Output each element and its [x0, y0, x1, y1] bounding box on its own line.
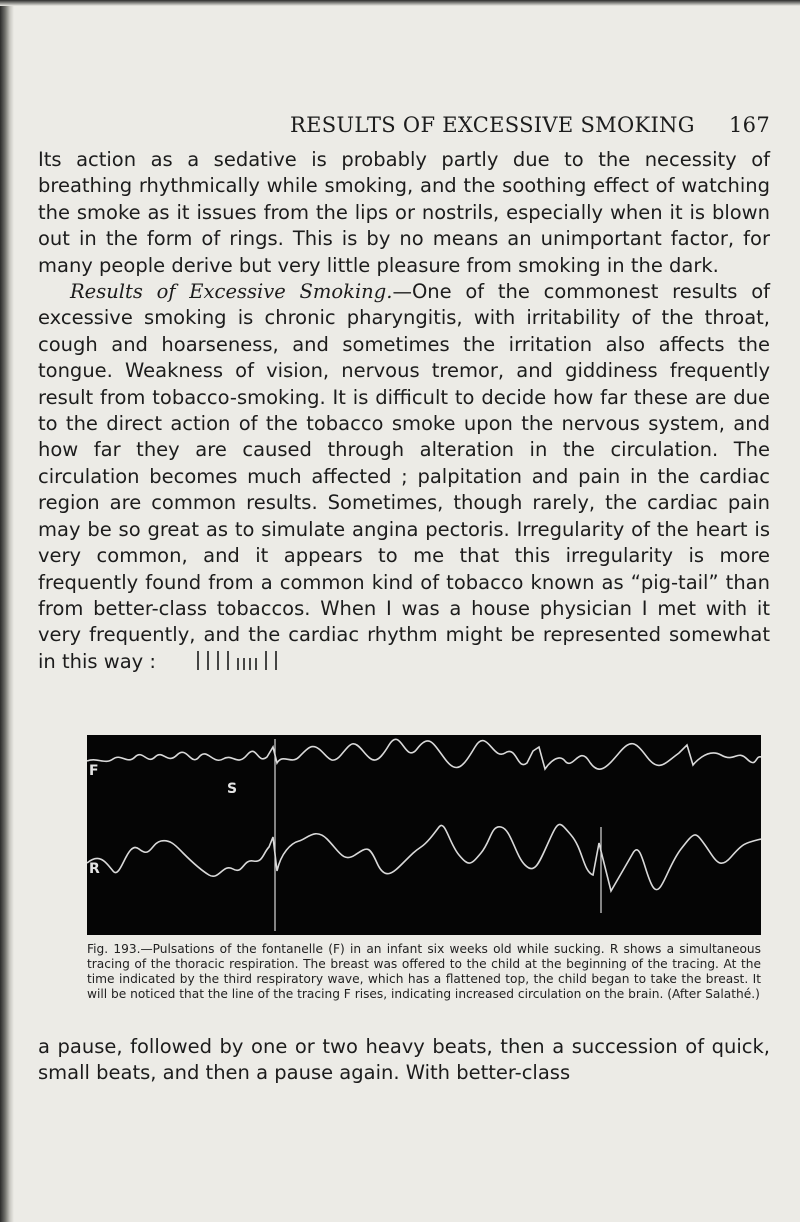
caption-text: —Pulsations of the fontanelle (F) in an infant six weeks old while sucking. R shows a simultaneous tracing of the thoracic respiration. The breast was offered to the child at the beginning of the tracing. At the time indicated by the third respiratory wave, which has a flattened top, the child began to take the breast. It will be noticed that the line of the tracing F rises, indicating increased circulation on the brain. (After Salathé.)	[87, 942, 761, 1001]
paragraph-2	[38, 279, 770, 678]
paragraph-1: Its action as a sedative is probably partly due to the necessity of breathing rhythmically while smoking, and the soothing effect of watching the smoke as it issues from the lips or nostrils, especially when it is blown out in the form of rings. This is by no means an unimportant factor, for many people derive but very little pleasure from smoking in the dark.	[38, 148, 770, 277]
page-edge-shadow	[0, 0, 14, 1222]
tracing-label-r: R	[89, 861, 100, 877]
page-top-edge	[0, 0, 800, 6]
paragraph-2-text: —One of the commonest results of excessive smoking is chronic pharyngitis, with irritability of the throat, cough and hoarseness, and sometimes the irritation also affects the tongue. Weakness of vision, nervous tremor, and giddiness frequently result from tobacco-smoking. It is difficult to decide how far these are due to the direct action of the tobacco smoke upon the nervous system, and how far they are caused through alteration in the circulation. The circulation becomes much affected ; palpitation and pain in the cardiac region are common results. Sometimes, though rarely, the cardiac pain may be so great as to simulate angina pectoris. Irregularity of the heart is very common, and it appears to me that this irregularity is more frequently found from a common kind of tobacco known as “pig-tail” than from better-class tobaccos. When I was a house physician I met with it very frequently, and the cardiac rhythm might be represented somewhat in this way :	[38, 280, 770, 673]
page-number: 167	[729, 113, 770, 137]
tracing-label-f: F	[89, 763, 99, 779]
body-text	[38, 147, 770, 678]
running-title: RESULTS OF EXCESSIVE SMOKING	[290, 113, 695, 137]
tracing-image	[87, 735, 761, 935]
section-heading: Results of Excessive Smoking.	[70, 280, 393, 304]
rhythm-notation	[164, 649, 282, 678]
figure-number: Fig. 193.	[87, 942, 141, 956]
continuation-paragraph: a pause, followed by one or two heavy beats, then a succession of quick, small beats, and then a pause again. With better-class	[38, 1035, 770, 1085]
figure-caption	[87, 942, 761, 1002]
pulsation-tracing-figure	[87, 735, 761, 935]
tracing-label-s: S	[227, 781, 238, 797]
running-header	[290, 113, 770, 143]
